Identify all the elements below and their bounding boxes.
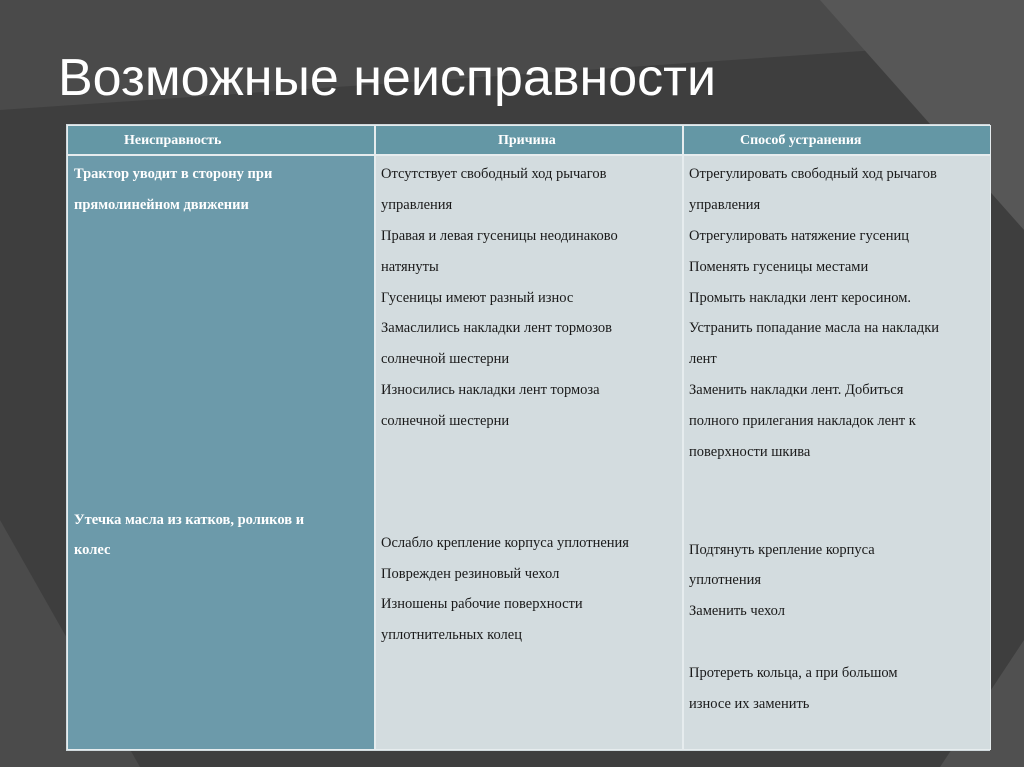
cause-line: Износились накладки лент тормоза [381,382,600,398]
cause-line: уплотнительных колец [381,627,522,643]
header-cause: Причина [375,125,683,155]
cause-line: солнечной шестерни [381,351,510,367]
cause-line: Правая и левая гусеницы неодинаково [381,228,618,244]
remedy-line: лент [689,351,717,367]
cause-line: Замаслились накладки лент тормозов [381,320,613,336]
cause-line: Ослабло крепление корпуса уплотнения [381,535,629,551]
faults-table [66,124,990,751]
remedy-line: износе их заменить [689,696,810,712]
header-remedy: Способ устранения [683,125,991,155]
fault-line: колес [74,542,111,558]
cause-line: натянуты [381,259,439,275]
cause-line: Отсутствует свободный ход рычагов [381,166,607,182]
remedy-line: Промыть накладки лент керосином. [689,290,912,306]
fault-line: Утечка масла из катков, роликов и [74,512,305,528]
remedy-line: Подтянуть крепление корпуса [689,542,875,558]
slide-title: Возможные неисправности [58,49,716,107]
cause-line: солнечной шестерни [381,413,510,429]
remedy-column [683,155,991,750]
fault-column [67,155,375,750]
fault-line: Трактор уводит в сторону при [74,166,273,182]
remedy-line: Поменять гусеницы местами [689,259,869,275]
remedy-line: управления [689,197,761,213]
fault-line: прямолинейном движении [74,197,249,213]
remedy-line: Протереть кольца, а при большом [689,665,898,681]
header-fault: Неисправность [67,125,375,155]
cause-column [375,155,683,750]
cause-line: управления [381,197,453,213]
cause-line: Гусеницы имеют разный износ [381,290,574,306]
remedy-line: уплотнения [689,572,762,588]
cause-line: Изношены рабочие поверхности [381,596,583,612]
remedy-line: поверхности шкива [689,444,811,460]
remedy-line: Отрегулировать свободный ход рычагов [689,166,937,182]
remedy-line: Устранить попадание масла на накладки [689,320,940,336]
remedy-line: Отрегулировать натяжение гусениц [689,228,910,244]
remedy-line: Заменить чехол [689,603,785,619]
remedy-line: Заменить накладки лент. Добиться [689,382,904,398]
cause-line: Поврежден резиновый чехол [381,566,560,582]
remedy-line: полного прилегания накладок лент к [689,413,916,429]
